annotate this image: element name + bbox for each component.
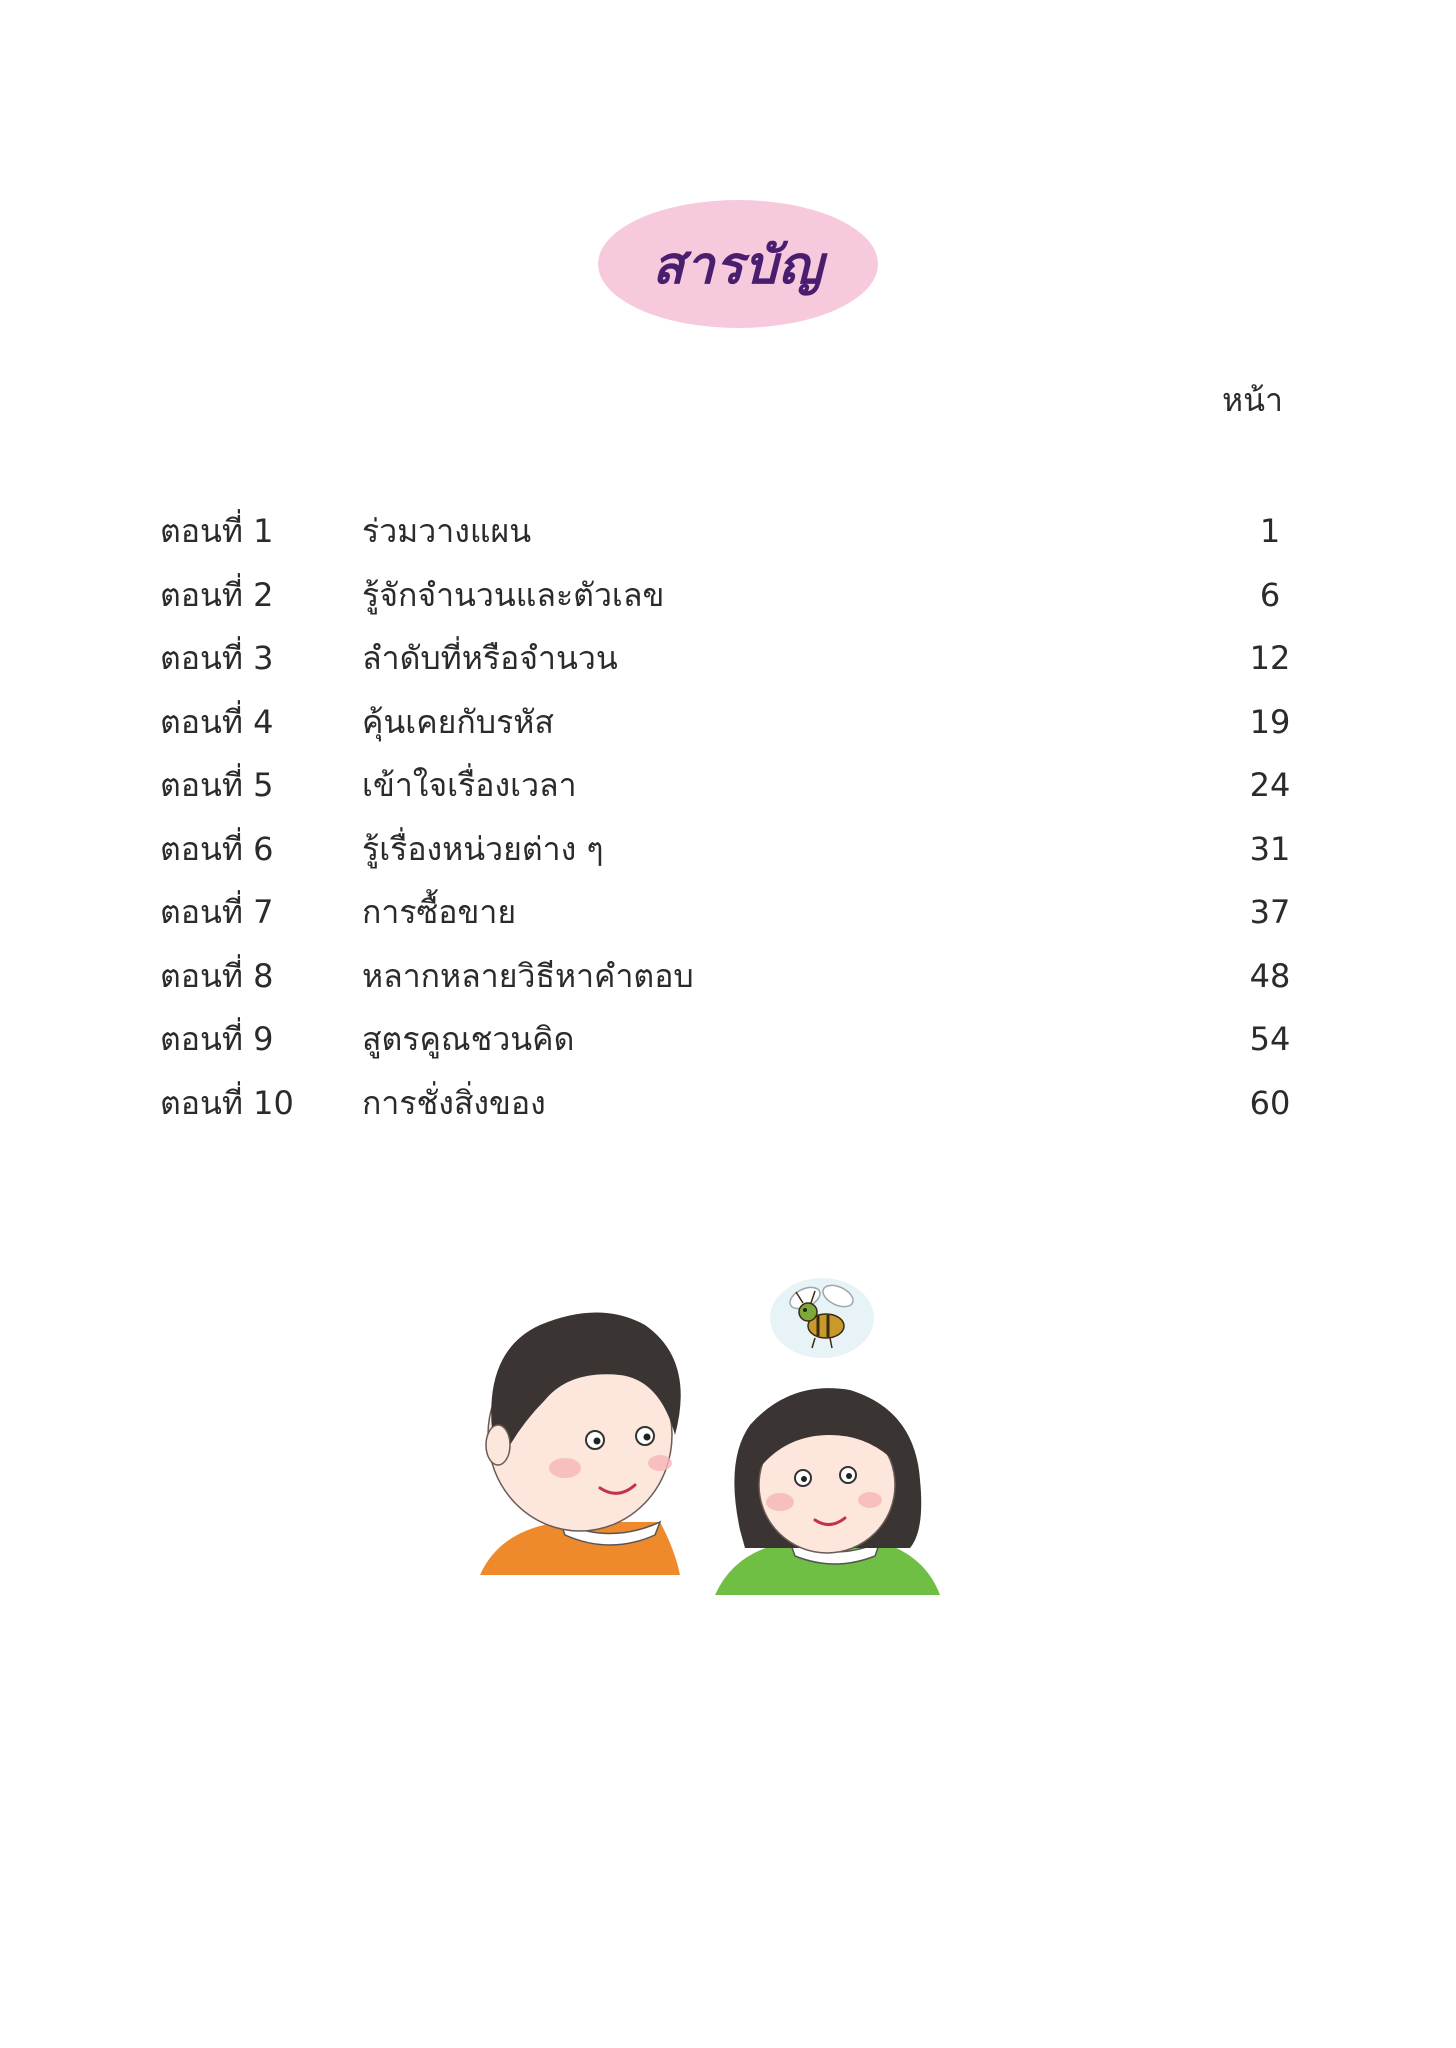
toc-page-number: 37: [1249, 893, 1291, 931]
toc-row[interactable]: [160, 754, 1300, 818]
page-column-header: หน้า: [1222, 381, 1283, 419]
toc-chapter-title: รู้เรื่องหน่วยต่าง ๆ: [362, 829, 604, 868]
toc-row[interactable]: [160, 1008, 1300, 1072]
toc-chapter-title: รู้จักจำนวนและตัวเลข: [362, 575, 665, 614]
toc-row[interactable]: [160, 818, 1300, 882]
toc-page-number: 60: [1249, 1083, 1291, 1122]
page-title: สารบัญ: [652, 234, 824, 296]
toc-page-number: 31: [1249, 829, 1291, 868]
boy-figure: [480, 1313, 681, 1576]
toc-row[interactable]: [160, 1072, 1300, 1136]
toc-page-number: 19: [1249, 702, 1291, 741]
toc-row[interactable]: [160, 500, 1300, 564]
toc-chapter-title: สูตรคูณชวนคิด: [362, 1020, 575, 1058]
table-of-contents: [160, 500, 1300, 1135]
toc-page-number: 1: [1259, 512, 1281, 550]
toc-chapter-number: ตอนที่ 7: [160, 893, 274, 931]
title-oval: [598, 200, 878, 328]
toc-row[interactable]: [160, 945, 1300, 1009]
toc-chapter-title: หลากหลายวิธีหาคำตอบ: [362, 956, 694, 995]
toc-chapter-number: ตอนที่ 8: [160, 956, 274, 995]
toc-page-number: 24: [1249, 766, 1291, 804]
toc-chapter-title: การซื้อขาย: [362, 893, 517, 931]
toc-chapter-title: การชั่งสิ่งของ: [362, 1083, 546, 1122]
toc-page-number: 12: [1249, 639, 1291, 677]
toc-chapter-number: ตอนที่ 4: [160, 702, 274, 741]
toc-chapter-number: ตอนที่ 10: [160, 1083, 294, 1122]
toc-row[interactable]: [160, 881, 1300, 945]
toc-row[interactable]: [160, 564, 1300, 628]
toc-chapter-number: ตอนที่ 6: [160, 829, 274, 868]
bee-icon: [770, 1278, 874, 1358]
girl-figure: [715, 1388, 940, 1595]
toc-chapter-number: ตอนที่ 5: [160, 766, 274, 804]
toc-chapter-number: ตอนที่ 3: [160, 639, 274, 677]
toc-chapter-number: ตอนที่ 9: [160, 1020, 274, 1058]
toc-chapter-title: เข้าใจเรื่องเวลา: [362, 766, 577, 804]
toc-chapter-title: ลำดับที่หรือจำนวน: [362, 639, 618, 677]
toc-page-number: 48: [1249, 956, 1291, 995]
toc-chapter-title: ร่วมวางแผน: [362, 512, 532, 550]
toc-chapter-title: คุ้นเคยกับรหัส: [362, 702, 554, 741]
toc-page-number: 54: [1249, 1020, 1291, 1058]
toc-row[interactable]: [160, 691, 1300, 755]
toc-chapter-number: ตอนที่ 2: [160, 575, 274, 614]
toc-row[interactable]: [160, 627, 1300, 691]
toc-chapter-number: ตอนที่ 1: [160, 512, 274, 550]
children-illustration: [470, 1230, 970, 1630]
toc-page-number: 6: [1259, 575, 1281, 614]
